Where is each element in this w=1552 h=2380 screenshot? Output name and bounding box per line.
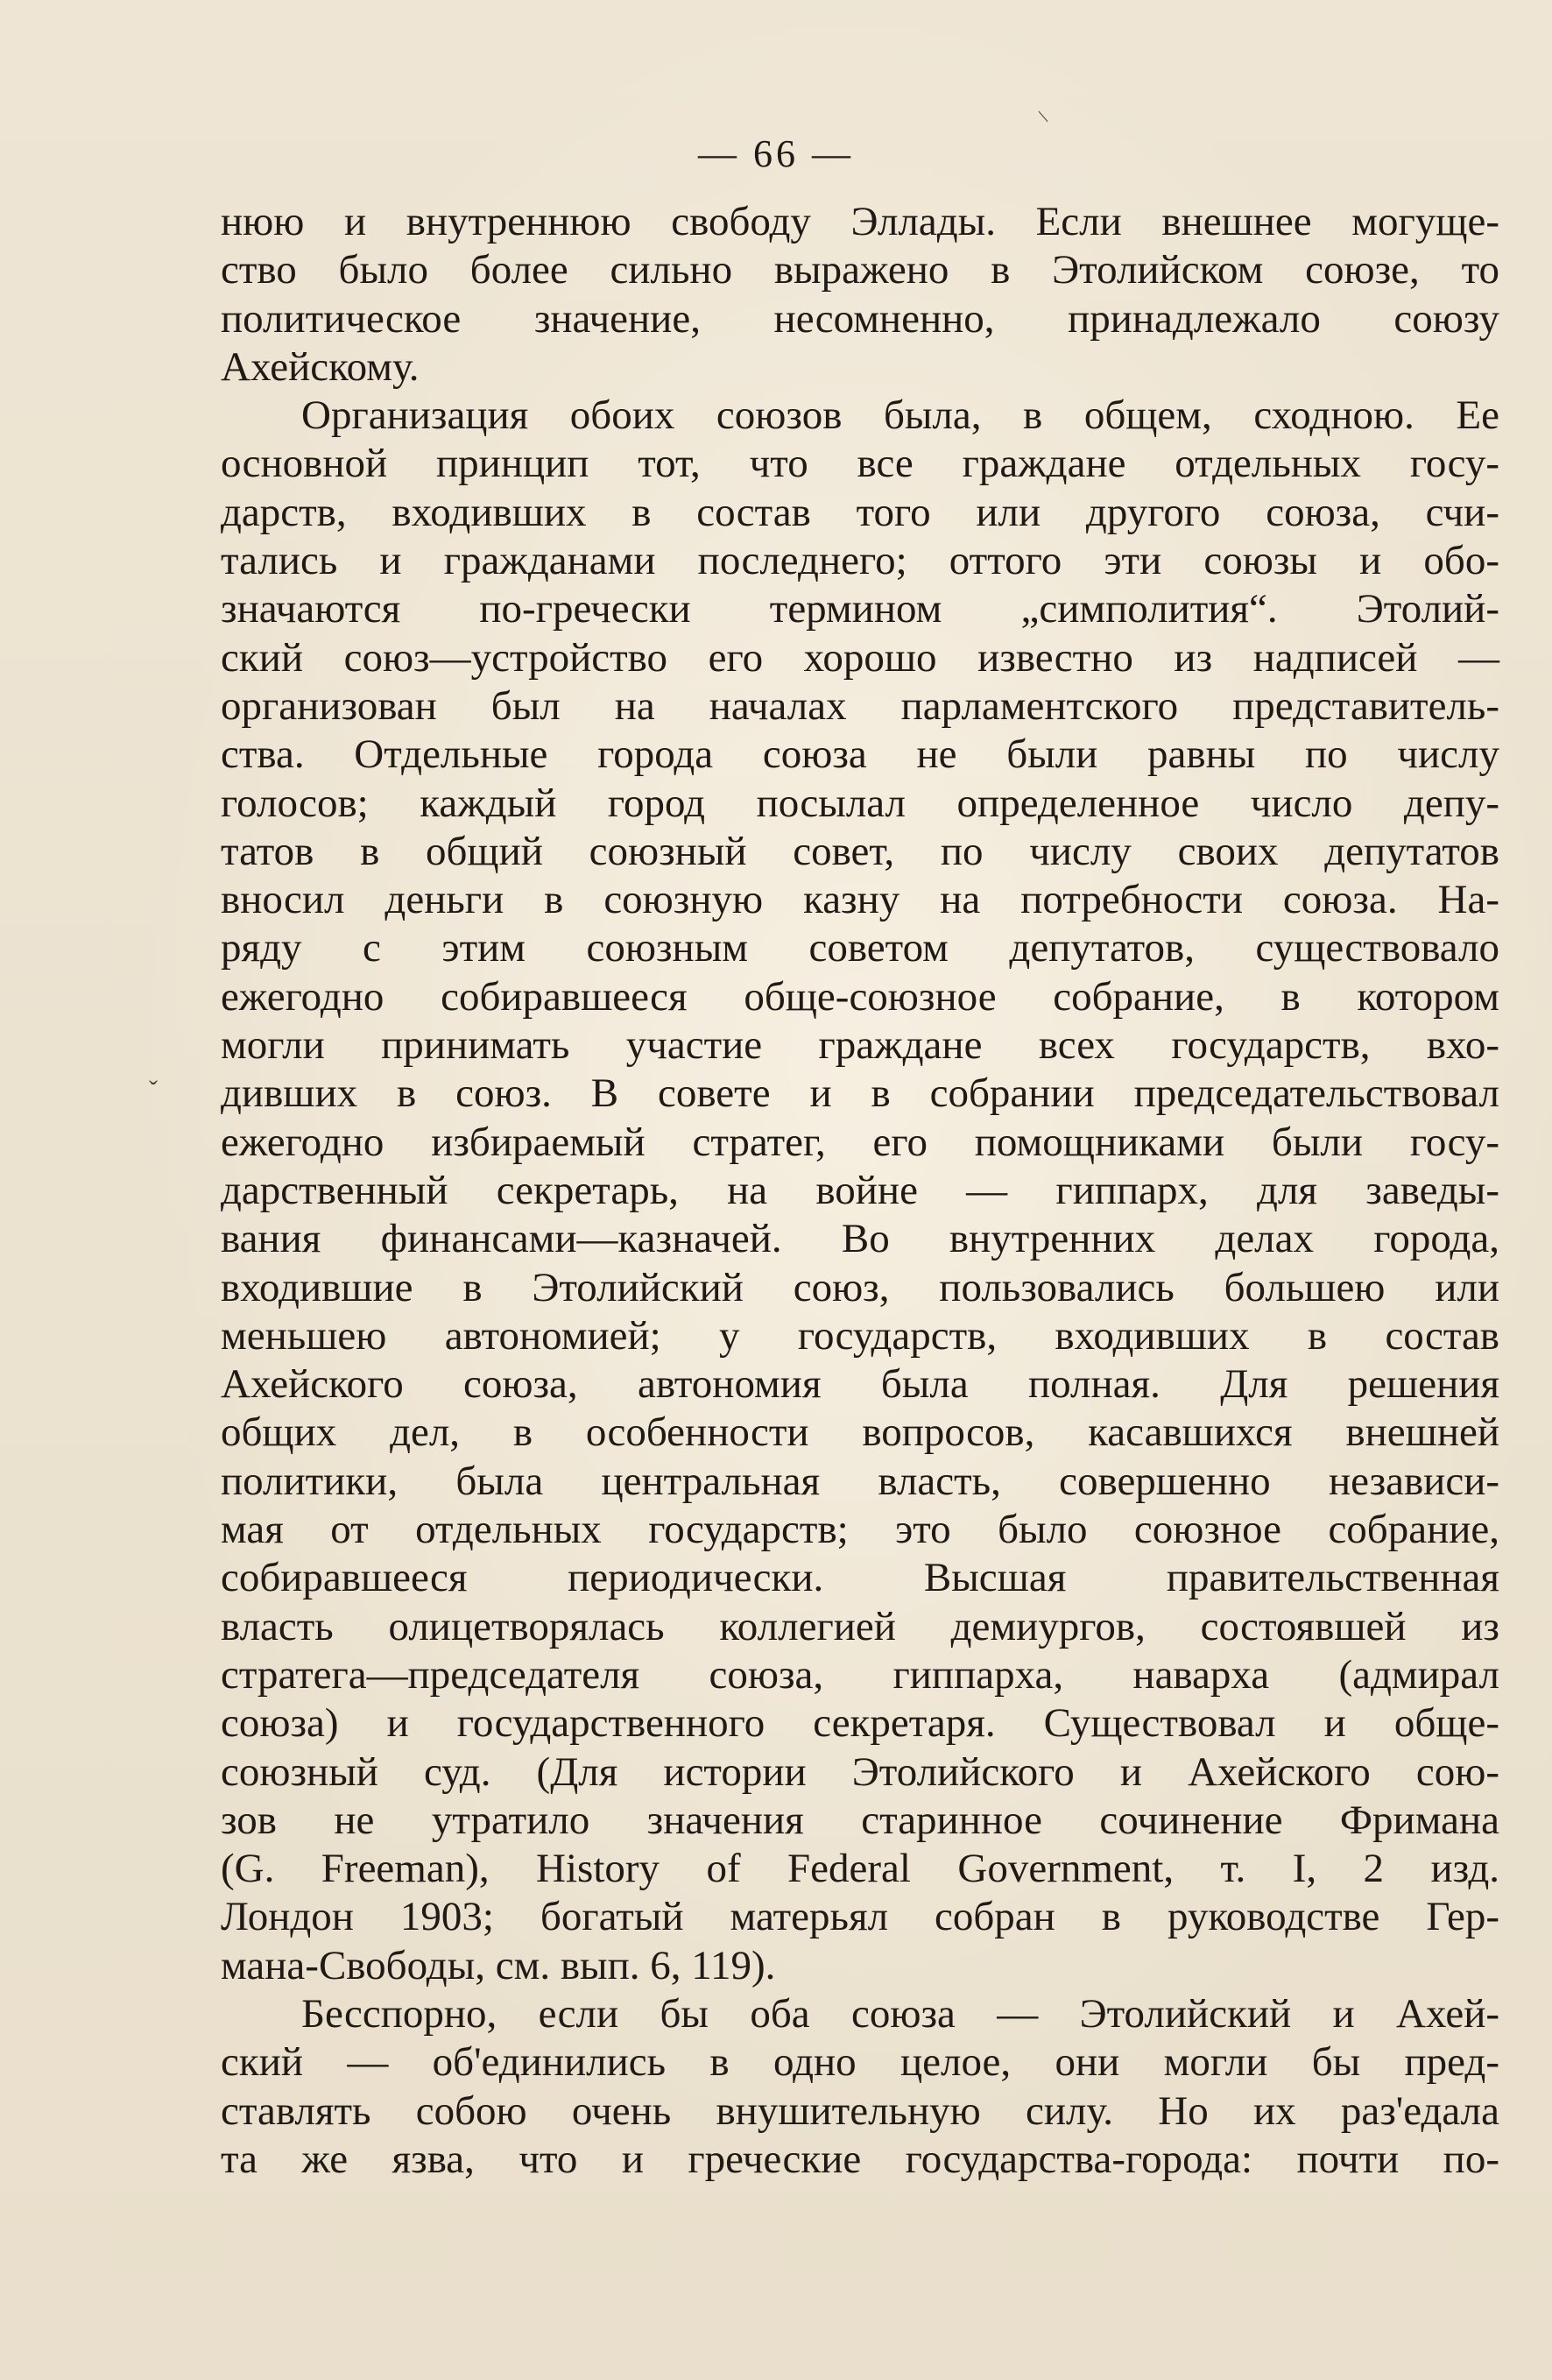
paragraph	[221, 1990, 1499, 2184]
text-line: мая от отдельных государств; это было союзное собрание,	[221, 1507, 1499, 1553]
text-line: общих дел, в особенности вопросов, касавшихся внешней	[221, 1409, 1499, 1456]
text-line: ряду с этим союзным советом депутатов, существовало	[221, 925, 1499, 971]
text-line: политическое значение, несомненно, принадлежало союзу	[221, 295, 1499, 342]
text-line: татов в общий союзный совет, по числу своих депутатов	[221, 828, 1499, 874]
text-line: ставлять собою очень внушительную силу. Но их раз'едала	[221, 2087, 1499, 2134]
text-line: ства. Отдельные города союза не были равны по числу	[221, 731, 1499, 778]
text-line: нюю и внутреннюю свободу Эллады. Если внешнее могуще-	[221, 199, 1499, 244]
text-line: Ахейскому.	[221, 343, 420, 390]
text-line: Организация обоих союзов была, в общем, сходною. Ее	[301, 392, 1499, 439]
text-line: ский союз—устройство его хорошо известно из надписей —	[221, 634, 1499, 681]
text-line: входившие в Этолийский союз, пользовались большею или	[221, 1264, 1499, 1310]
text-line: та же язва, что и греческие государства-города: почти по-	[221, 2136, 1499, 2182]
text-line: дивших в союз. В совете и в собрании председательствовал	[221, 1070, 1499, 1117]
text-line: союза) и государственного секретаря. Существовал и обще-	[221, 1700, 1499, 1747]
print-speck: ˇ	[149, 1076, 158, 1105]
text-line: вания финансами—казначей. Во внутренних делах города,	[221, 1216, 1499, 1262]
text-line: Лондон 1903; богатый матерьял собран в руководстве Гер-	[221, 1894, 1499, 1940]
paragraph	[221, 198, 1499, 392]
text-line: (G. Freeman), History of Federal Government, т. I, 2 изд.	[221, 1846, 1499, 1892]
text-line: ский — об'единились в одно целое, они могли бы пред-	[221, 2039, 1499, 2086]
paragraph	[221, 392, 1499, 1990]
page-number: — 66 —	[698, 132, 854, 175]
text-line: организован был на началах парламентского представитель-	[221, 682, 1499, 729]
text-line: Ахейского союза, автономия была полная. Для решения	[221, 1361, 1499, 1408]
text-line: Бесспорно, если бы оба союза — Этолийский и Ахей-	[301, 1990, 1499, 2037]
body-text	[221, 198, 1499, 2184]
text-line: собиравшееся периодически. Высшая правительственная	[221, 1555, 1499, 1601]
text-line: меньшею автономией; у государств, входивших в состав	[221, 1312, 1499, 1359]
text-line: власть олицетворялась коллегией демиургов, состоявшей из	[221, 1603, 1499, 1649]
text-line: стратега—председателя союза, гиппарха, наварха (адмирал	[221, 1651, 1499, 1698]
text-line: голосов; каждый город посылал определенное число депу-	[221, 780, 1499, 826]
text-line: дарств, входивших в состав того или другого союза, счи-	[221, 489, 1499, 535]
print-speck: /	[1032, 108, 1054, 124]
text-line: вносил деньги в союзную казну на потребности союза. На-	[221, 877, 1499, 923]
text-line: зов не утратило значения старинное сочинение Фримана	[221, 1797, 1499, 1843]
text-line: ежегодно собиравшееся обще-союзное собрание, в котором	[221, 973, 1499, 1020]
text-line: политики, была центральная власть, совершенно независи-	[221, 1458, 1499, 1504]
text-line: дарственный секретарь, на войне — гиппарх, для заведы-	[221, 1167, 1499, 1213]
text-line: ство было более сильно выражено в Этолийском союзе, то	[221, 247, 1499, 293]
text-line: мана-Свободы, см. вып. 6, 119).	[221, 1942, 776, 1988]
text-line: тались и гражданами последнего; оттого эти союзы и обо-	[221, 538, 1499, 584]
text-line: ежегодно избираемый стратег, его помощниками были госу-	[221, 1119, 1499, 1165]
text-line: значаются по-гречески термином „симполития“. Этолий-	[221, 586, 1499, 632]
text-line: союзный суд. (Для истории Этолийского и Ахейского сою-	[221, 1748, 1499, 1795]
text-line: могли принимать участие граждане всех государств, вхо-	[221, 1022, 1499, 1069]
text-line: основной принцип тот, что все граждане отдельных госу-	[221, 441, 1499, 487]
